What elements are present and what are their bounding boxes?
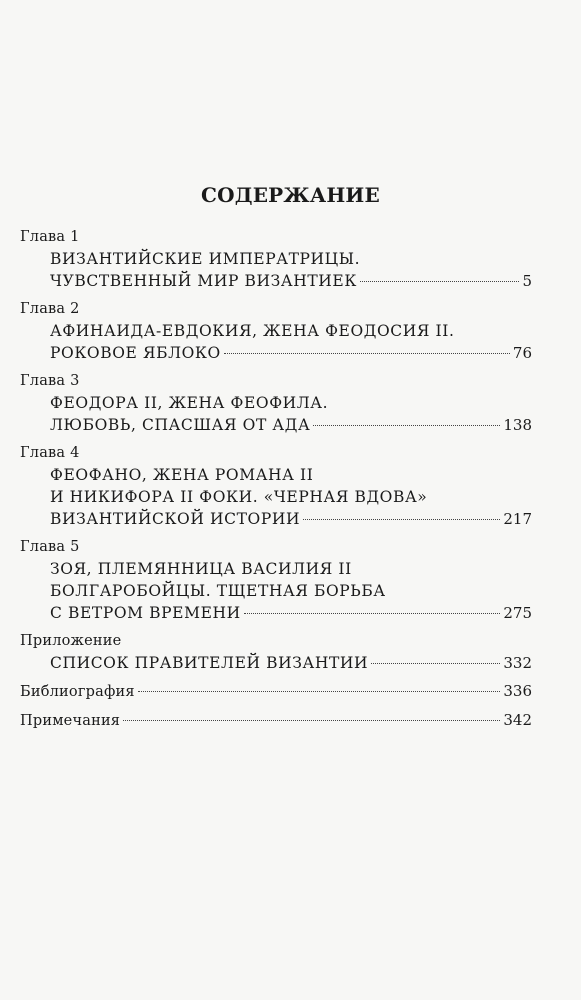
toc-entry-appendix [20,630,532,674]
table-of-contents [20,226,532,738]
section-label: Приложение [20,633,122,649]
dot-leader [123,720,500,721]
dot-leader [138,691,501,692]
chapter-title-line: ВИЗАНТИЙСКИЕ ИМПЕРАТРИЦЫ. [50,250,361,268]
page-number: 332 [503,654,532,672]
toc-line-with-page [20,652,532,674]
page-number: 76 [512,344,532,362]
section-label: Примечания [20,713,121,729]
chapter-title-line: РОКОВОЕ ЯБЛОКО [50,344,221,362]
section-title-line: СПИСОК ПРАВИТЕЛЕЙ ВИЗАНТИИ [50,654,369,672]
dot-leader [303,519,500,520]
toc-line-with-page [20,680,532,703]
toc-entry-chapter-1 [20,226,532,292]
dot-leader [244,613,501,614]
chapter-title-line: С ВЕТРОМ ВРЕМЕНИ [50,604,241,622]
toc-line-with-page [20,342,532,364]
toc-line-with-page [20,508,532,530]
toc-line-with-page [20,709,532,732]
page-title: СОДЕРЖАНИЕ [201,183,380,207]
section-label: Библиография [20,684,135,700]
dot-leader [313,425,500,426]
dot-leader [371,663,500,664]
page-number: 138 [503,416,532,434]
toc-line-with-page [20,414,532,436]
dot-leader [224,353,510,354]
chapter-label: Глава 3 [20,373,80,389]
chapter-title-line: БОЛГАРОБОЙЦЫ. ТЩЕТНАЯ БОРЬБА [50,582,386,600]
toc-entry-chapter-4 [20,442,532,530]
chapter-title-line: И НИКИФОРА II ФОКИ. «ЧЕРНАЯ ВДОВА» [50,488,428,506]
chapter-title-line: ФЕОДОРА II, ЖЕНА ФЕОФИЛА. [50,394,329,412]
chapter-title-line: АФИНАИДА-ЕВДОКИЯ, ЖЕНА ФЕОДОСИЯ II. [50,322,455,340]
chapter-label: Глава 4 [20,445,80,461]
chapter-title-line: ЛЮБОВЬ, СПАСШАЯ ОТ АДА [50,416,311,434]
chapter-title-line: ФЕОФАНО, ЖЕНА РОМАНА II [50,466,314,484]
dot-leader [360,281,520,282]
page-number: 5 [522,272,532,290]
page-number: 336 [503,682,532,700]
chapter-title-line: ВИЗАНТИЙСКОЙ ИСТОРИИ [50,510,301,528]
page-number: 217 [503,510,532,528]
chapter-label: Глава 1 [20,229,80,245]
toc-entry-chapter-2 [20,298,532,364]
toc-line-with-page [20,602,532,624]
chapter-title-line: ЧУВСТВЕННЫЙ МИР ВИЗАНТИЕК [50,272,357,290]
chapter-title-line: ЗОЯ, ПЛЕМЯННИЦА ВАСИЛИЯ II [50,560,352,578]
page-number: 275 [503,604,532,622]
toc-entry-chapter-3 [20,370,532,436]
toc-entry-bibliography [20,680,532,703]
toc-entry-chapter-5 [20,536,532,624]
chapter-label: Глава 5 [20,539,80,555]
chapter-label: Глава 2 [20,301,80,317]
toc-line-with-page [20,270,532,292]
page-number: 342 [503,711,532,729]
toc-entry-notes [20,709,532,732]
